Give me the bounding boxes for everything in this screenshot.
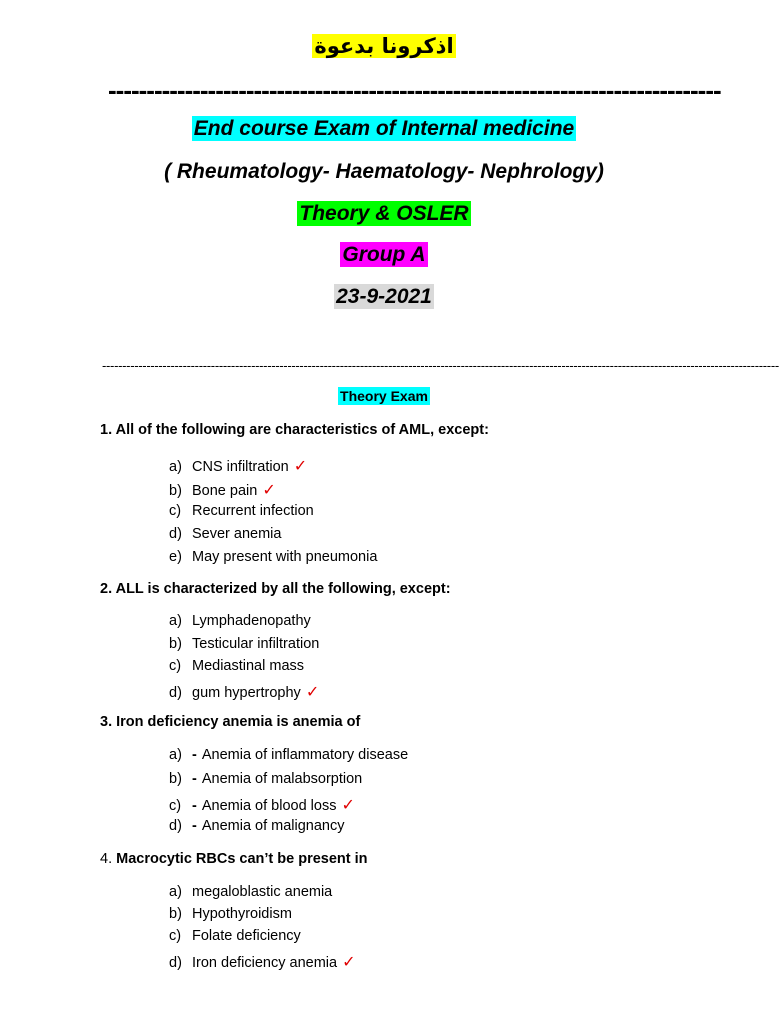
option-2c	[169, 658, 304, 674]
exam-group	[0, 243, 768, 267]
option-4c	[169, 928, 301, 944]
option-letter: d)	[169, 685, 182, 701]
check-icon: ✓	[341, 795, 355, 814]
option-letter: d)	[169, 818, 182, 834]
question-text: All of the following are characteristics of AML, except:	[115, 422, 489, 438]
option-letter: a)	[169, 747, 182, 763]
check-icon: ✓	[342, 952, 356, 971]
option-letter: a)	[169, 613, 182, 629]
option-1c	[169, 503, 314, 519]
option-text: Recurrent infection	[192, 503, 314, 519]
question-3	[100, 714, 360, 730]
option-1d	[169, 526, 281, 542]
option-text: Bone pain	[192, 483, 258, 499]
question-number: 4.	[100, 851, 113, 867]
option-letter: b)	[169, 483, 182, 499]
option-4a	[169, 884, 332, 900]
option-letter: a)	[169, 884, 182, 900]
arabic-text: اذكرونا بدعوة	[314, 34, 454, 58]
exam-title-text: End course Exam of Internal medicine	[193, 117, 575, 140]
option-2d	[169, 682, 319, 701]
exam-date-text: 23-9-2021	[336, 285, 432, 308]
option-3b	[169, 771, 362, 787]
option-text: May present with pneumonia	[192, 549, 378, 565]
question-1	[100, 422, 489, 438]
option-text: Anemia of inflammatory disease	[201, 747, 409, 763]
option-text: megaloblastic anemia	[192, 884, 333, 900]
exam-title	[0, 117, 768, 141]
check-icon: ✓	[262, 480, 276, 499]
question-number: 3.	[100, 714, 113, 730]
option-text: Anemia of blood loss	[201, 798, 337, 814]
option-4d	[169, 952, 355, 971]
option-text: Iron deficiency anemia	[192, 955, 338, 971]
option-3c	[169, 795, 355, 814]
option-letter: c)	[169, 798, 182, 814]
dash-mark: -	[192, 818, 197, 834]
arabic-header	[0, 34, 768, 58]
option-text: Folate deficiency	[192, 928, 301, 944]
question-text: Macrocytic RBCs can’t be present in	[116, 851, 368, 867]
option-letter: a)	[169, 459, 182, 475]
option-letter: d)	[169, 955, 182, 971]
option-text: Hypothyroidism	[192, 906, 292, 922]
question-2	[100, 581, 451, 597]
question-text: Iron deficiency anemia is anemia of	[116, 714, 361, 730]
option-text: Lymphadenopathy	[192, 613, 311, 629]
option-text: Sever anemia	[192, 526, 282, 542]
question-number: 1.	[100, 422, 113, 438]
dash-mark: -	[192, 798, 197, 814]
option-letter: b)	[169, 636, 182, 652]
exam-subtitle	[0, 160, 768, 184]
header-dash-line: --------------------------------------------------------------------------------	[108, 75, 721, 105]
question-number: 2.	[100, 581, 113, 597]
option-text: gum hypertrophy	[192, 685, 301, 701]
option-text: Testicular infiltration	[192, 636, 320, 652]
option-3a	[169, 747, 408, 763]
option-text: CNS infiltration	[192, 459, 289, 475]
exam-date	[0, 285, 768, 309]
check-icon: ✓	[293, 456, 308, 475]
option-letter: c)	[169, 503, 182, 519]
option-letter: c)	[169, 928, 182, 944]
option-text: Mediastinal mass	[192, 658, 305, 674]
question-4	[100, 851, 368, 867]
check-icon: ✓	[305, 682, 320, 701]
exam-group-text: Group A	[342, 243, 426, 266]
option-1b	[169, 480, 276, 499]
option-letter: b)	[169, 771, 182, 787]
section-title	[0, 388, 768, 404]
exam-type	[0, 202, 768, 226]
option-letter: c)	[169, 658, 182, 674]
exam-subtitle-text: ( Rheumatology- Haematology- Nephrology)	[164, 160, 604, 183]
dash-mark: -	[192, 771, 197, 787]
option-2b	[169, 636, 319, 652]
option-3d	[169, 818, 345, 834]
option-letter: d)	[169, 526, 182, 542]
question-text: ALL is characterized by all the following, except:	[115, 581, 451, 597]
option-letter: e)	[169, 549, 182, 565]
section-divider: ------------------------------------------------------------------------------------------------------------------------------------------------------------------------	[102, 358, 779, 373]
option-text: Anemia of malignancy	[201, 818, 345, 834]
option-text: Anemia of malabsorption	[201, 771, 363, 787]
option-2a	[169, 613, 311, 629]
option-4b	[169, 906, 292, 922]
exam-type-text: Theory & OSLER	[299, 202, 469, 225]
option-letter: b)	[169, 906, 182, 922]
option-1e	[169, 549, 377, 565]
section-title-text: Theory Exam	[340, 388, 428, 404]
option-1a	[169, 456, 307, 475]
dash-mark: -	[192, 747, 197, 763]
